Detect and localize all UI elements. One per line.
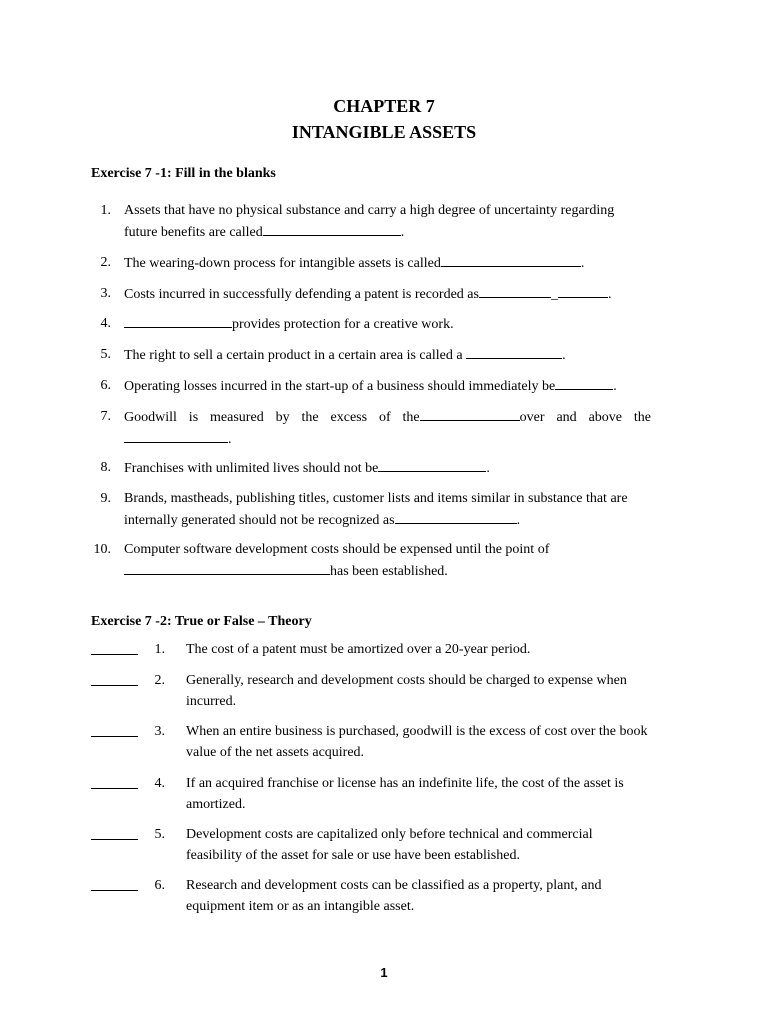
item-number: 3. bbox=[100, 286, 111, 301]
item-text: Computer software development costs should be expensed until the point of has been established. bbox=[124, 542, 550, 579]
chapter-title: INTANGIBLE ASSETS bbox=[291, 122, 477, 142]
item-number: 1. bbox=[100, 203, 111, 218]
exercise-2-heading: Exercise 7 -2: True or False – Theory bbox=[91, 614, 312, 629]
answer-blank[interactable] bbox=[395, 509, 517, 524]
answer-blank[interactable] bbox=[441, 252, 581, 267]
item-number: 2. bbox=[154, 673, 165, 688]
page-number: 1 bbox=[380, 965, 388, 980]
answer-blank[interactable] bbox=[466, 344, 562, 359]
item-number: 1. bbox=[154, 642, 165, 657]
answer-blank[interactable] bbox=[91, 639, 138, 655]
item-text: Research and development costs can be classified as a property, plant, and equipment item or as an intangible asset. bbox=[186, 878, 602, 914]
item-text: Development costs are capitalized only before technical and commercial feasibility of the asset for sale or use have been established. bbox=[186, 827, 593, 863]
answer-blank[interactable] bbox=[555, 375, 613, 390]
item-text: When an entire business is purchased, goodwill is the excess of cost over the book value of the net assets acquired. bbox=[186, 724, 648, 760]
exercise-1-heading: Exercise 7 -1: Fill in the blanks bbox=[91, 166, 276, 181]
answer-blank[interactable] bbox=[91, 824, 138, 840]
answer-blank[interactable] bbox=[420, 406, 520, 421]
item-text: Generally, research and development costs should be charged to expense when incurred. bbox=[186, 673, 627, 709]
item-number: 6. bbox=[100, 378, 111, 393]
item-text: The right to sell a certain product in a certain area is called a . bbox=[124, 344, 651, 366]
item-number: 9. bbox=[100, 491, 111, 506]
item-text: Franchises with unlimited lives should not be . bbox=[124, 457, 651, 479]
answer-blank[interactable] bbox=[91, 773, 138, 789]
item-number: 7. bbox=[100, 409, 111, 424]
item-text: Assets that have no physical substance and carry a high degree of uncertainty regarding future benefits are called . bbox=[124, 203, 615, 240]
answer-blank[interactable] bbox=[378, 457, 486, 472]
item-text: The wearing-down process for intangible assets is called . bbox=[124, 252, 651, 274]
answer-blank[interactable] bbox=[479, 283, 551, 298]
item-number: 5. bbox=[100, 347, 111, 362]
answer-blank[interactable] bbox=[124, 560, 330, 575]
item-number: 5. bbox=[154, 827, 165, 842]
item-text: Goodwill is measured by the excess of the over and above the . bbox=[124, 406, 651, 450]
answer-blank[interactable] bbox=[91, 721, 138, 737]
chapter-number: CHAPTER 7 bbox=[333, 96, 435, 116]
item-text: Brands, mastheads, publishing titles, customer lists and items similar in substance that are internally generated should not be recognized as . bbox=[124, 491, 628, 528]
item-number: 8. bbox=[100, 460, 111, 475]
item-text: Costs incurred in successfully defending a patent is recorded as _ . bbox=[124, 283, 651, 305]
answer-blank[interactable] bbox=[263, 221, 401, 236]
answer-blank[interactable] bbox=[124, 428, 228, 443]
item-number: 3. bbox=[154, 724, 165, 739]
item-text: If an acquired franchise or license has an indefinite life, the cost of the asset is amortized. bbox=[186, 776, 624, 812]
item-number: 2. bbox=[100, 255, 111, 270]
item-text: provides protection for a creative work. bbox=[124, 313, 651, 335]
answer-blank[interactable] bbox=[91, 670, 138, 686]
item-number: 4. bbox=[100, 316, 111, 331]
item-number: 4. bbox=[154, 776, 165, 791]
answer-blank[interactable] bbox=[91, 875, 138, 891]
item-number: 10. bbox=[93, 542, 111, 557]
answer-blank[interactable] bbox=[558, 283, 608, 298]
answer-blank[interactable] bbox=[124, 313, 232, 328]
item-number: 6. bbox=[154, 878, 165, 893]
item-text: Operating losses incurred in the start-up of a business should immediately be . bbox=[124, 375, 651, 397]
item-text: The cost of a patent must be amortized over a 20-year period. bbox=[186, 642, 531, 657]
